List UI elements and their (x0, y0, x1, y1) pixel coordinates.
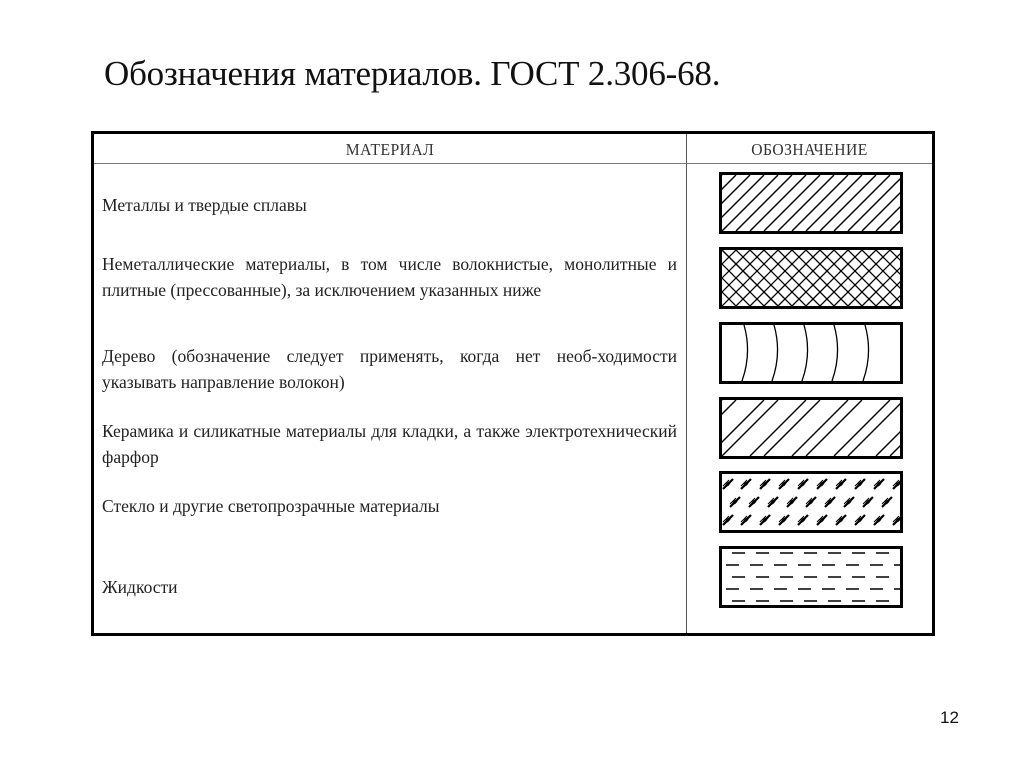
row-nonmetallic-label: Неметаллические материалы, в том числе волокнистые, монолитные и плитные (прессованные), за исключением указанных ниже (102, 254, 677, 300)
page-number: 12 (940, 708, 959, 727)
cross-hatch-icon (719, 247, 903, 309)
column-divider (686, 134, 687, 633)
header-material: МАТЕРИАЛ (345, 140, 435, 159)
row-ceramics-label: Керамика и силикатные материалы для кладки, а также электротехнический фарфор (102, 421, 677, 467)
slide-title: Обозначения материалов. ГОСТ 2.306-68. (104, 54, 721, 93)
diagonal-single-hatch-icon (719, 172, 903, 234)
row-metals-label: Металлы и твердые сплавы (102, 195, 307, 215)
wide-diagonal-hatch-icon (719, 397, 903, 459)
liquid-dashes-icon (719, 546, 903, 608)
header-symbol: ОБОЗНАЧЕНИЕ (751, 140, 868, 159)
row-liquids-label: Жидкости (102, 577, 178, 597)
row-wood-label: Дерево (обозначение следует применять, когда нет необ-ходимости указывать направление волокон) (102, 346, 677, 392)
materials-table (91, 131, 935, 636)
glass-strokes-icon (719, 471, 903, 533)
header-divider (94, 163, 932, 164)
row-glass-label: Стекло и другие светопрозрачные материалы (102, 496, 440, 516)
wood-arcs-icon (719, 322, 903, 384)
